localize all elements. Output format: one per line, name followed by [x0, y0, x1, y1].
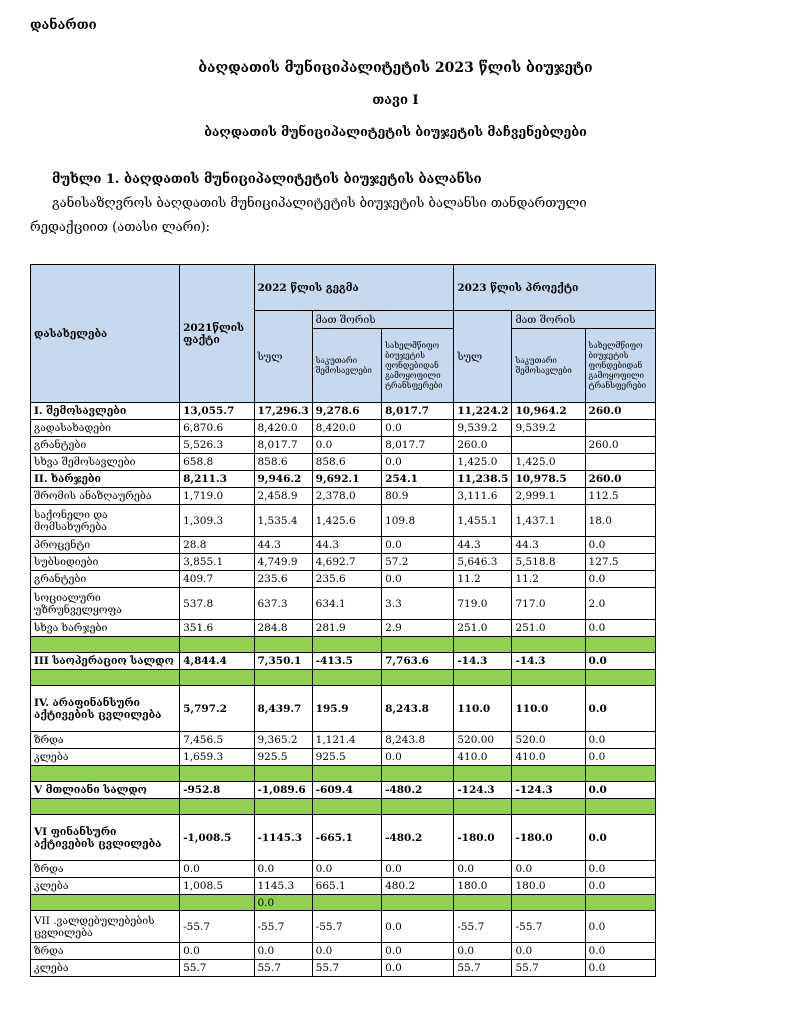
value-cell: 8,017.7	[382, 403, 454, 420]
value-cell: 7,456.5	[180, 732, 254, 749]
value-cell: -180.0	[512, 815, 585, 861]
value-cell: 0.0	[454, 943, 512, 960]
value-cell: 409.7	[180, 571, 254, 588]
table-row	[31, 686, 656, 732]
value-cell: -952.8	[180, 782, 254, 799]
value-cell: 0.0	[382, 943, 454, 960]
value-cell: 410.0	[512, 749, 585, 766]
table-row	[31, 471, 656, 488]
value-cell: 1145.3	[254, 878, 312, 895]
separator-value: 0.0	[254, 895, 312, 911]
value-cell: 9,278.6	[312, 403, 381, 420]
value-cell: 0.0	[512, 943, 585, 960]
table-row	[31, 437, 656, 454]
value-cell: 0.0	[382, 749, 454, 766]
separator-cell	[254, 766, 312, 782]
value-cell: 5,526.3	[180, 437, 254, 454]
value-cell: 112.5	[585, 488, 655, 505]
row-label: VII .ვალდებულებების ცვლილება	[31, 911, 180, 943]
row-label: პროცენტი	[31, 537, 180, 554]
header-project-2023: 2023 წლის პროექტი	[454, 265, 656, 311]
value-cell: -665.1	[312, 815, 381, 861]
value-cell: 2,458.9	[254, 488, 312, 505]
header-fact-2021: 2021წლის ფაქტი	[180, 265, 254, 403]
separator-cell	[382, 637, 454, 653]
value-cell: 260.0	[585, 471, 655, 488]
row-label: II. ხარჯები	[31, 471, 180, 488]
table-row	[31, 749, 656, 766]
value-cell: 2.9	[382, 620, 454, 637]
value-cell: 11,238.5	[454, 471, 512, 488]
value-cell: 1,121.4	[312, 732, 381, 749]
value-cell: 110.0	[512, 686, 585, 732]
separator-cell	[382, 766, 454, 782]
value-cell: 0.0	[585, 782, 655, 799]
row-label: შრომის ანაზღაურება	[31, 488, 180, 505]
value-cell: 260.0	[585, 437, 655, 454]
value-cell: 3.3	[382, 588, 454, 620]
value-cell: 1,719.0	[180, 488, 254, 505]
value-cell: -609.4	[312, 782, 381, 799]
header-state-transfers-2023: სახელმწიფო ბიუჯეტის ფონდებიდან გამოყოფილი ტრანსფერები	[585, 329, 655, 403]
value-cell: 180.0	[512, 878, 585, 895]
separator-cell	[312, 895, 381, 911]
table-row	[31, 861, 656, 878]
value-cell: 2,999.1	[512, 488, 585, 505]
value-cell: 8,439.7	[254, 686, 312, 732]
value-cell: 28.8	[180, 537, 254, 554]
value-cell: 0.0	[585, 732, 655, 749]
value-cell: 0.0	[382, 454, 454, 471]
table-row	[31, 732, 656, 749]
value-cell: 637.3	[254, 588, 312, 620]
value-cell: 5,518.8	[512, 554, 585, 571]
value-cell: -413.5	[312, 653, 381, 670]
table-row	[31, 571, 656, 588]
separator-cell	[31, 766, 180, 782]
value-cell: 10,978.5	[512, 471, 585, 488]
value-cell: 0.0	[180, 861, 254, 878]
value-cell: 55.7	[254, 960, 312, 977]
row-label: ზრდა	[31, 943, 180, 960]
value-cell: 925.5	[254, 749, 312, 766]
separator-cell	[454, 637, 512, 653]
header-plan-2022: 2022 წლის გეგმა	[254, 265, 454, 311]
value-cell: 8,243.8	[382, 686, 454, 732]
value-cell: -124.3	[512, 782, 585, 799]
separator-cell	[382, 799, 454, 815]
value-cell: 55.7	[312, 960, 381, 977]
separator-cell	[312, 766, 381, 782]
value-cell: 410.0	[454, 749, 512, 766]
article-heading: მუხლი 1. ბაღდათის მუნიციპალიტეტის ბიუჯეტის ბალანსი	[52, 172, 482, 187]
value-cell: 0.0	[585, 960, 655, 977]
value-cell: 55.7	[454, 960, 512, 977]
value-cell: 235.6	[254, 571, 312, 588]
value-cell: 1,659.3	[180, 749, 254, 766]
value-cell: 251.0	[454, 620, 512, 637]
intro-text-line-2: რედაქციით (ათასი ლარი):	[30, 220, 211, 235]
value-cell: 9,539.2	[454, 420, 512, 437]
row-label: ზრდა	[31, 732, 180, 749]
separator-cell	[312, 799, 381, 815]
value-cell: 665.1	[312, 878, 381, 895]
value-cell: 18.0	[585, 505, 655, 537]
value-cell: 110.0	[454, 686, 512, 732]
row-label: კლება	[31, 878, 180, 895]
separator-row	[31, 670, 656, 686]
value-cell: 520.0	[512, 732, 585, 749]
table-row	[31, 653, 656, 670]
value-cell: 80.9	[382, 488, 454, 505]
value-cell: 1,008.5	[180, 878, 254, 895]
table-row	[31, 403, 656, 420]
separator-cell	[31, 895, 180, 911]
value-cell: 284.8	[254, 620, 312, 637]
value-cell: 8,243.8	[382, 732, 454, 749]
separator-cell	[585, 895, 655, 911]
separator-cell	[454, 766, 512, 782]
header-name: დასახელება	[31, 265, 180, 403]
value-cell: 520.00	[454, 732, 512, 749]
table-row	[31, 420, 656, 437]
row-label: კლება	[31, 960, 180, 977]
header-own-revenue-2022: საკუთარი შემოსავლები	[312, 329, 381, 403]
table-row	[31, 588, 656, 620]
value-cell: 3,855.1	[180, 554, 254, 571]
value-cell: -14.3	[454, 653, 512, 670]
value-cell: 17,296.3	[254, 403, 312, 420]
value-cell: 254.1	[382, 471, 454, 488]
value-cell: 44.3	[254, 537, 312, 554]
row-label: სხვა შემოსავლები	[31, 454, 180, 471]
value-cell	[585, 420, 655, 437]
value-cell: 0.0	[585, 537, 655, 554]
value-cell: -480.2	[382, 782, 454, 799]
document-title: ბაღდათის მუნიციპალიტეტის 2023 წლის ბიუჯეტი	[198, 60, 593, 76]
value-cell: 634.1	[312, 588, 381, 620]
row-label: გრანტები	[31, 571, 180, 588]
value-cell: 0.0	[585, 653, 655, 670]
table-row	[31, 943, 656, 960]
header-total-2023: სულ	[454, 311, 512, 403]
value-cell: 0.0	[585, 943, 655, 960]
row-label: სუბსიდიები	[31, 554, 180, 571]
value-cell: 0.0	[585, 911, 655, 943]
value-cell: 195.9	[312, 686, 381, 732]
header-state-transfers-2022: სახელმწიფო ბიუჯეტის ფონდებიდან გამოყოფილი ტრანსფერები	[382, 329, 454, 403]
value-cell: 7,763.6	[382, 653, 454, 670]
separator-cell	[312, 637, 381, 653]
value-cell: 11.2	[454, 571, 512, 588]
value-cell: 0.0	[585, 749, 655, 766]
table-row	[31, 782, 656, 799]
value-cell: 5,797.2	[180, 686, 254, 732]
value-cell: -55.7	[254, 911, 312, 943]
separator-cell	[31, 799, 180, 815]
value-cell: 0.0	[512, 861, 585, 878]
value-cell: 251.0	[512, 620, 585, 637]
separator-cell	[180, 895, 254, 911]
value-cell: 0.0	[585, 878, 655, 895]
value-cell: 0.0	[382, 537, 454, 554]
value-cell: 858.6	[312, 454, 381, 471]
value-cell: 0.0	[254, 943, 312, 960]
value-cell: 0.0	[382, 960, 454, 977]
separator-cell	[382, 895, 454, 911]
value-cell: 2.0	[585, 588, 655, 620]
value-cell: -55.7	[512, 911, 585, 943]
table-row	[31, 554, 656, 571]
value-cell: 0.0	[585, 686, 655, 732]
value-cell: 55.7	[512, 960, 585, 977]
separator-cell	[585, 799, 655, 815]
header-total-2022: სულ	[254, 311, 312, 403]
value-cell: 1,455.1	[454, 505, 512, 537]
value-cell: 0.0	[382, 911, 454, 943]
value-cell: 7,350.1	[254, 653, 312, 670]
separator-cell	[254, 637, 312, 653]
value-cell: 180.0	[454, 878, 512, 895]
value-cell: -55.7	[180, 911, 254, 943]
value-cell: 8,420.0	[312, 420, 381, 437]
value-cell: 57.2	[382, 554, 454, 571]
value-cell: 1,437.1	[512, 505, 585, 537]
value-cell: 9,692.1	[312, 471, 381, 488]
value-cell: -14.3	[512, 653, 585, 670]
value-cell: 2,378.0	[312, 488, 381, 505]
value-cell: 109.8	[382, 505, 454, 537]
separator-cell	[454, 799, 512, 815]
row-label: VI ფინანსური აქტივების ცვლილება	[31, 815, 180, 861]
value-cell: 5,646.3	[454, 554, 512, 571]
value-cell: -124.3	[454, 782, 512, 799]
row-label: კლება	[31, 749, 180, 766]
row-label: სხვა ხარჯები	[31, 620, 180, 637]
value-cell: 1,535.4	[254, 505, 312, 537]
separator-cell	[585, 637, 655, 653]
value-cell: 9,946.2	[254, 471, 312, 488]
value-cell: 858.6	[254, 454, 312, 471]
value-cell: 925.5	[312, 749, 381, 766]
row-label: IV. არაფინანსური აქტივების ცვლილება	[31, 686, 180, 732]
row-label: სოციალური უზრუნველყოფა	[31, 588, 180, 620]
value-cell: 11,224.2	[454, 403, 512, 420]
separator-cell	[512, 766, 585, 782]
value-cell: 537.8	[180, 588, 254, 620]
value-cell: 44.3	[512, 537, 585, 554]
value-cell: 0.0	[312, 861, 381, 878]
separator-cell	[180, 637, 254, 653]
value-cell: 4,692.7	[312, 554, 381, 571]
table-row	[31, 488, 656, 505]
value-cell: 0.0	[454, 861, 512, 878]
value-cell: 8,017.7	[254, 437, 312, 454]
table-row	[31, 960, 656, 977]
value-cell: 3,111.6	[454, 488, 512, 505]
value-cell: -1145.3	[254, 815, 312, 861]
value-cell: 8,211.3	[180, 471, 254, 488]
value-cell: -1,089.6	[254, 782, 312, 799]
value-cell: 9,539.2	[512, 420, 585, 437]
value-cell: 1,425.0	[454, 454, 512, 471]
row-label: I. შემოსავლები	[31, 403, 180, 420]
header-of-which-2023: მათ შორის	[512, 311, 656, 329]
value-cell: -55.7	[312, 911, 381, 943]
value-cell: 4,844.4	[180, 653, 254, 670]
separator-row	[31, 799, 656, 815]
separator-cell	[512, 895, 585, 911]
value-cell: 127.5	[585, 554, 655, 571]
table-row	[31, 537, 656, 554]
value-cell	[585, 454, 655, 471]
value-cell: 235.6	[312, 571, 381, 588]
separator-cell	[312, 670, 381, 686]
row-label: ზრდა	[31, 861, 180, 878]
header-own-revenue-2023: საკუთარი შემოსავლები	[512, 329, 585, 403]
value-cell: 351.6	[180, 620, 254, 637]
value-cell: 480.2	[382, 878, 454, 895]
value-cell: 1,425.6	[312, 505, 381, 537]
value-cell: 0.0	[254, 861, 312, 878]
separator-cell	[585, 766, 655, 782]
row-label: გრანტები	[31, 437, 180, 454]
value-cell: 1,309.3	[180, 505, 254, 537]
annex-label: დანართი	[30, 18, 97, 33]
row-label: გადასახადები	[31, 420, 180, 437]
value-cell: -180.0	[454, 815, 512, 861]
separator-row	[31, 637, 656, 653]
value-cell: 11.2	[512, 571, 585, 588]
value-cell: 260.0	[454, 437, 512, 454]
row-label: III საოპერაციო სალდო	[31, 653, 180, 670]
value-cell: 10,964.2	[512, 403, 585, 420]
table-row	[31, 815, 656, 861]
row-label: V მთლიანი სალდო	[31, 782, 180, 799]
value-cell: 6,870.6	[180, 420, 254, 437]
value-cell: 0.0	[585, 620, 655, 637]
value-cell: 717.0	[512, 588, 585, 620]
value-cell: 719.0	[454, 588, 512, 620]
value-cell: 55.7	[180, 960, 254, 977]
value-cell: 1,425.0	[512, 454, 585, 471]
value-cell	[512, 437, 585, 454]
separator-cell	[512, 670, 585, 686]
value-cell: 0.0	[585, 815, 655, 861]
separator-cell	[512, 637, 585, 653]
value-cell: 0.0	[382, 861, 454, 878]
separator-cell	[382, 670, 454, 686]
separator-cell	[31, 670, 180, 686]
value-cell: 281.9	[312, 620, 381, 637]
budget-balance-table	[30, 264, 656, 977]
separator-cell	[512, 799, 585, 815]
table-row	[31, 505, 656, 537]
table-row	[31, 620, 656, 637]
value-cell: 0.0	[585, 861, 655, 878]
row-label: საქონელი და მომსახურება	[31, 505, 180, 537]
separator-cell	[180, 670, 254, 686]
value-cell: 0.0	[312, 437, 381, 454]
separator-row	[31, 766, 656, 782]
table-row	[31, 878, 656, 895]
value-cell: 260.0	[585, 403, 655, 420]
value-cell: 0.0	[312, 943, 381, 960]
separator-cell	[585, 670, 655, 686]
value-cell: 44.3	[454, 537, 512, 554]
value-cell: 0.0	[382, 571, 454, 588]
value-cell: 658.8	[180, 454, 254, 471]
separator-cell	[254, 670, 312, 686]
separator-cell	[180, 766, 254, 782]
value-cell: -480.2	[382, 815, 454, 861]
value-cell: 9,365.2	[254, 732, 312, 749]
separator-cell	[180, 799, 254, 815]
value-cell: 0.0	[180, 943, 254, 960]
chapter-subtitle: ბაღდათის მუნიციპალიტეტის ბიუჯეტის მაჩვენებლები	[204, 124, 587, 139]
value-cell: -55.7	[454, 911, 512, 943]
table-body	[31, 403, 656, 977]
value-cell: 8,017.7	[382, 437, 454, 454]
value-cell: 8,420.0	[254, 420, 312, 437]
separator-cell	[254, 799, 312, 815]
header-of-which-2022: მათ შორის	[312, 311, 454, 329]
value-cell: 44.3	[312, 537, 381, 554]
table-row	[31, 911, 656, 943]
value-cell: 4,749.9	[254, 554, 312, 571]
value-cell: 0.0	[382, 420, 454, 437]
separator-cell	[454, 670, 512, 686]
value-cell: -1,008.5	[180, 815, 254, 861]
table-row	[31, 454, 656, 471]
separator-cell	[454, 895, 512, 911]
value-cell: 0.0	[585, 571, 655, 588]
value-cell: 13,055.7	[180, 403, 254, 420]
separator-row	[31, 895, 656, 911]
chapter-heading: თავი I	[372, 93, 419, 108]
separator-cell	[31, 637, 180, 653]
intro-text-line-1: განისაზღვროს ბაღდათის მუნიციპალიტეტის ბიუჯეტის ბალანსი თანდართული	[52, 196, 587, 211]
